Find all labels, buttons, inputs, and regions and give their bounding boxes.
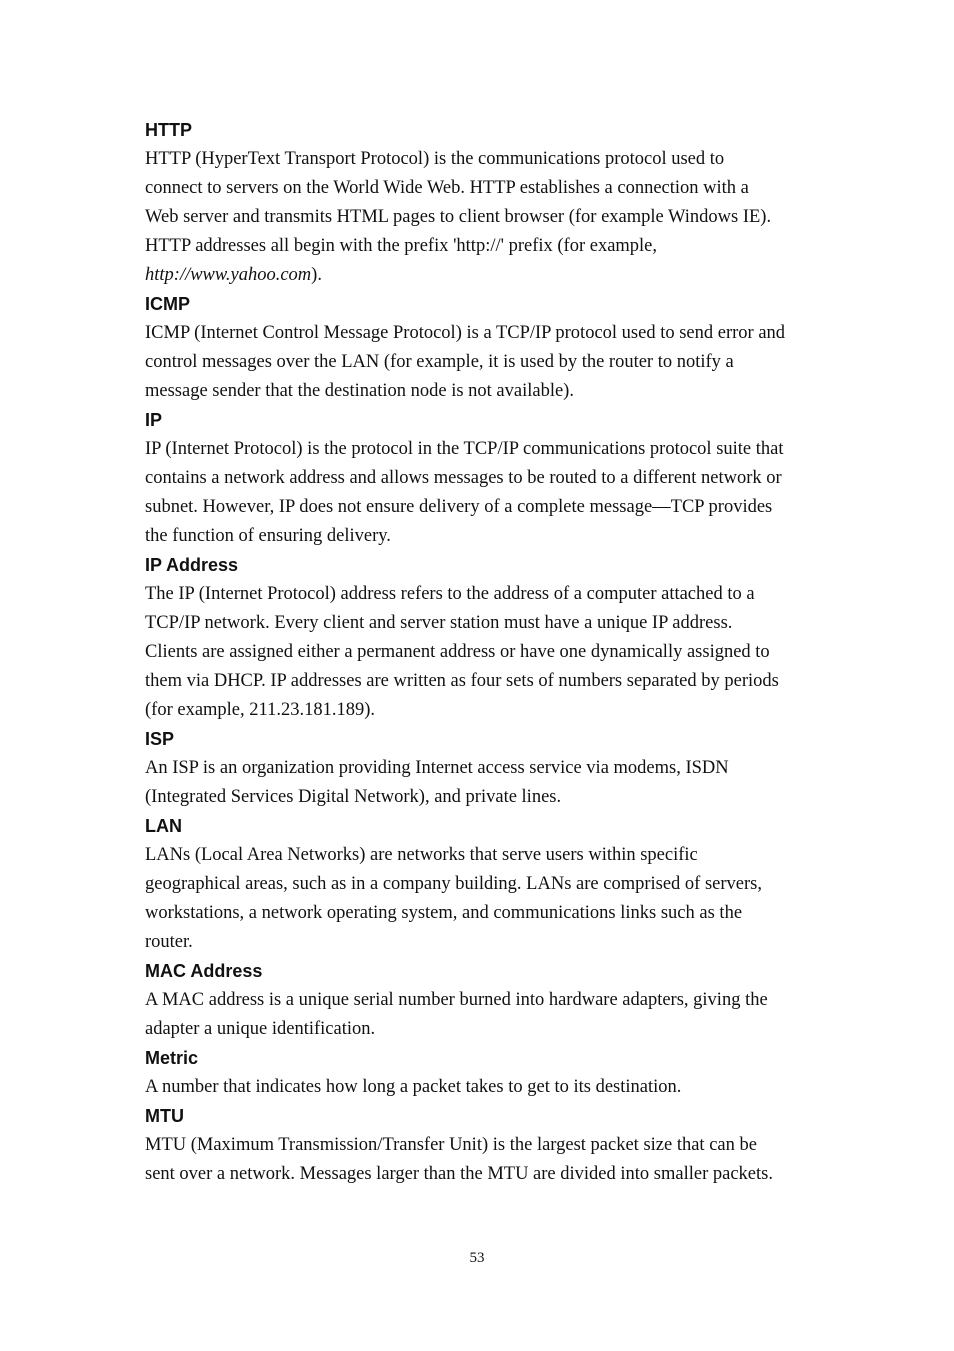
term-mtu: MTU (145, 1106, 184, 1126)
definition-ip-address (145, 580, 820, 725)
definition-mac-address (145, 986, 820, 1044)
definition-line: An ISP is an organization providing Internet access service via modems, ISDN (145, 758, 729, 778)
definition-line: geographical areas, such as in a company building. LANs are comprised of servers, (145, 874, 762, 894)
definition-line: the function of ensuring delivery. (145, 526, 391, 546)
definition-line: ICMP (Internet Control Message Protocol) is a TCP/IP protocol used to send error and (145, 323, 786, 343)
definition-line: Web server and transmits HTML pages to client browser (for example Windows IE). (145, 207, 772, 227)
term-http: HTTP (145, 120, 192, 140)
definition-line: HTTP (HyperText Transport Protocol) is the communications protocol used to (145, 149, 725, 169)
definition-line: (for example, 211.23.181.189). (145, 700, 375, 720)
definition-ip (145, 435, 820, 551)
definition-line: Clients are assigned either a permanent address or have one dynamically assigned to (145, 642, 770, 662)
term-lan: LAN (145, 816, 182, 836)
term-metric: Metric (145, 1048, 199, 1068)
definition-line: router. (145, 932, 193, 952)
definition-line: them via DHCP. IP addresses are written as four sets of numbers separated by periods (145, 671, 779, 691)
definition-lan (145, 841, 820, 957)
definition-icmp (145, 319, 820, 406)
definition-line: control messages over the LAN (for example, it is used by the router to notify a (145, 352, 734, 372)
term-mac-address: MAC Address (145, 961, 263, 981)
definition-isp (145, 754, 820, 812)
term-icmp: ICMP (145, 294, 190, 314)
definition-line: contains a network address and allows messages to be routed to a different network or (145, 468, 782, 488)
term-isp: ISP (145, 729, 175, 749)
definition-line: The IP (Internet Protocol) address refers to the address of a computer attached to a (145, 584, 755, 604)
definition-line: TCP/IP network. Every client and server station must have a unique IP address. (145, 613, 733, 633)
example-url: http://www.yahoo.com (145, 265, 312, 285)
definition-line: MTU (Maximum Transmission/Transfer Unit) is the largest packet size that can be (145, 1135, 757, 1155)
definition-metric (145, 1073, 820, 1102)
definition-line: IP (Internet Protocol) is the protocol in the TCP/IP communications protocol suite that (145, 439, 784, 459)
definition-line: sent over a network. Messages larger than the MTU are divided into smaller packets. (145, 1164, 773, 1184)
definition-line: HTTP addresses all begin with the prefix 'http://' prefix (for example, (145, 236, 658, 256)
definition-http (145, 145, 820, 290)
definition-line: connect to servers on the World Wide Web. HTTP establishes a connection with a (145, 178, 749, 198)
term-ip: IP (145, 410, 163, 430)
definition-line: adapter a unique identification. (145, 1019, 376, 1039)
term-ip-address: IP Address (145, 555, 239, 575)
definition-line: workstations, a network operating system, and communications links such as the (145, 903, 743, 923)
example-suffix: ). (311, 265, 322, 285)
glossary-page (145, 116, 820, 1189)
definition-line: (Integrated Services Digital Network), and private lines. (145, 787, 562, 807)
definition-line: A MAC address is a unique serial number burned into hardware adapters, giving the (145, 990, 768, 1010)
definition-line: LANs (Local Area Networks) are networks that serve users within specific (145, 845, 698, 865)
page-number: 53 (469, 1250, 485, 1266)
definition-line (145, 261, 820, 290)
definition-line: A number that indicates how long a packet takes to get to its destination. (145, 1077, 682, 1097)
definition-mtu (145, 1131, 820, 1189)
definition-line: message sender that the destination node is not available). (145, 381, 574, 401)
definition-line: subnet. However, IP does not ensure delivery of a complete message—TCP provides (145, 497, 773, 517)
